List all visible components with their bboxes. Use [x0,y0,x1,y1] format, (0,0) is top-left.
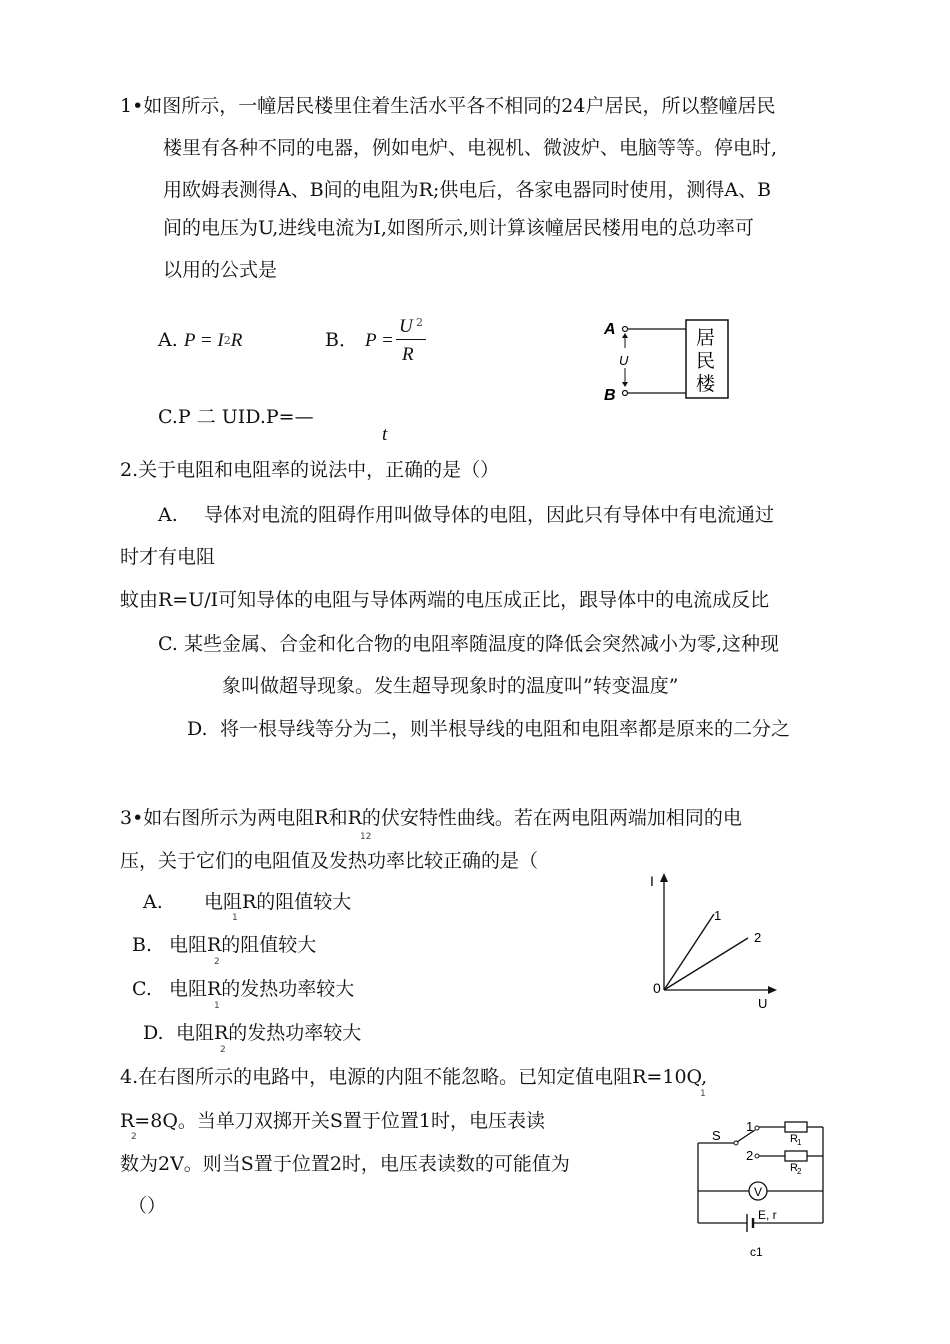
q1-line-1: 1•如图所示，一幢居民楼里住着生活水平各不相同的24户居民，所以整幢居民 [120,95,776,117]
q4-line-3: 数为2V。则当S置于位置2时，电压表读数的可能值为 [120,1153,570,1175]
q2-option-d-text: 将一根导线等分为二，则半根导线的电阻和电阻率都是原来的二分之 [220,718,791,740]
q3-option-d-text: 电阻R的发热功率较大 [176,1022,362,1044]
q1-figure-box-char-3: 楼 [696,374,716,395]
q1-figure-box-char-2: 民 [696,351,716,372]
q1-option-cd: C.P 二 UID.P=— [158,406,314,428]
q1-option-a-formula: P = I [183,330,224,351]
q3-option-b-text: 电阻R的阻值较大 [169,934,317,956]
q3-option-c-subscript: 1 [214,1001,220,1011]
q2-option-a-label: A. [158,504,178,526]
q1-option-b-exponent: 2 [416,316,423,329]
q1-option-a-label: A. [158,329,178,351]
q1-option-b-denominator: R [402,344,414,365]
q3-graph-y-axis-label: I [650,873,654,889]
q2-stem: 2.关于电阻和电阻率的说法中，正确的是（） [120,459,500,481]
q1-fraction-bar [396,339,426,340]
q1-building-circuit-figure [600,318,740,404]
q2-option-d-label: D. [187,718,208,740]
q4-circuit-r2-label: R [790,1162,798,1174]
q1-option-b-fraction [396,314,436,366]
q4-line-4: （） [128,1195,167,1217]
q3-option-c-label: C. [132,978,152,1000]
q4-circuit-r1-label: R [790,1133,798,1145]
q4-line-2: R=8Q。当单刀双掷开关S置于位置1时，电压表读 [120,1110,545,1132]
q3-graph-origin-label: 0 [653,980,661,996]
q3-line-1-subscripts: 12 [360,832,372,842]
q3-option-b-label: B. [132,934,153,956]
q3-option-a-label: A. [143,891,163,913]
q4-circuit-source-label: E, r [758,1208,777,1222]
q3-option-c-text: 电阻R的发热功率较大 [169,978,355,1000]
q1-option-a [158,331,242,350]
q3-graph-line-2-label: 2 [754,930,762,945]
q2-option-c-line-1: C. 某些金属、合金和化合物的电阻率随温度的降低会突然减小为零,这种现 [158,633,779,655]
q3-iv-characteristic-graph [640,868,780,1014]
q3-option-d-label: D. [143,1022,164,1044]
q4-circuit-position-2: 2 [746,1148,754,1163]
q4-circuit-diagram [690,1110,840,1260]
q4-line-2-subscript: 2 [131,1132,137,1142]
q1-line-4: 间的电压为U,进线电流为I,如图所示,则计算该幢居民楼用电的总功率可 [163,217,754,239]
q1-option-b-numerator: U [399,316,413,337]
q3-option-a-subscript: 1 [232,913,238,923]
q3-option-a-text: 电阻R的阻值较大 [204,891,352,913]
q1-figure-label-u: U [619,353,629,368]
q4-circuit-position-1: 1 [746,1119,754,1134]
q2-option-a-text: 导体对电流的阻碍作用叫做导体的电阻，因此只有导体中有电流通过 [204,504,775,526]
q1-figure-label-a: A [604,321,616,338]
q1-option-a-r: R [230,330,243,351]
q4-line-1-subscript: 1 [700,1089,706,1099]
q1-figure-label-b: B [604,387,616,404]
q3-option-b-subscript: 2 [214,957,220,967]
q4-circuit-voltmeter-icon: V [754,1185,763,1199]
q1-figure-box-char-1: 居 [696,328,716,349]
q2-option-b: 蚊由R=U/I可知导体的电阻与导体两端的电压成正比，跟导体中的电流成反比 [120,589,770,611]
q4-circuit-caption: c1 [750,1245,763,1259]
q1-line-3: 用欧姆表测得A、B间的电阻为R;供电后，各家电器同时使用，测得A、B [163,179,772,201]
q2-option-a-continued: 时才有电阻 [120,546,216,568]
q2-option-c-line-2: 象叫做超导现象。发生超导现象时的温度叫”转变温度” [222,675,679,697]
q3-line-2: 压，关于它们的电阻值及发热功率比较正确的是（ [120,850,539,872]
q1-option-a-exponent: 2 [223,334,231,347]
q3-option-d-subscript: 2 [220,1045,226,1055]
q4-line-1: 4.在右图所示的电路中，电源的内阻不能忽略。已知定值电阻R=10Q, [120,1066,708,1088]
q1-option-b-lhs: P = [365,330,394,351]
q4-circuit-r2-subscript: 2 [797,1167,802,1176]
q3-graph-x-axis-label: U [758,996,768,1011]
q4-circuit-switch-label: S [712,1128,721,1143]
q4-circuit-r1-subscript: 1 [797,1138,802,1147]
q1-line-2: 楼里有各种不同的电器，例如电炉、电视机、微波炉、电脑等等。停电时, [163,137,778,159]
q1-option-b-label: B． [325,329,358,351]
q3-line-1: 3•如右图所示为两电阻R和R的伏安特性曲线。若在两电阻两端加相同的电 [120,807,742,829]
q3-graph-line-1-label: 1 [714,908,722,923]
q1-option-d-denominator: t [382,424,388,445]
q1-line-5: 以用的公式是 [163,259,278,281]
